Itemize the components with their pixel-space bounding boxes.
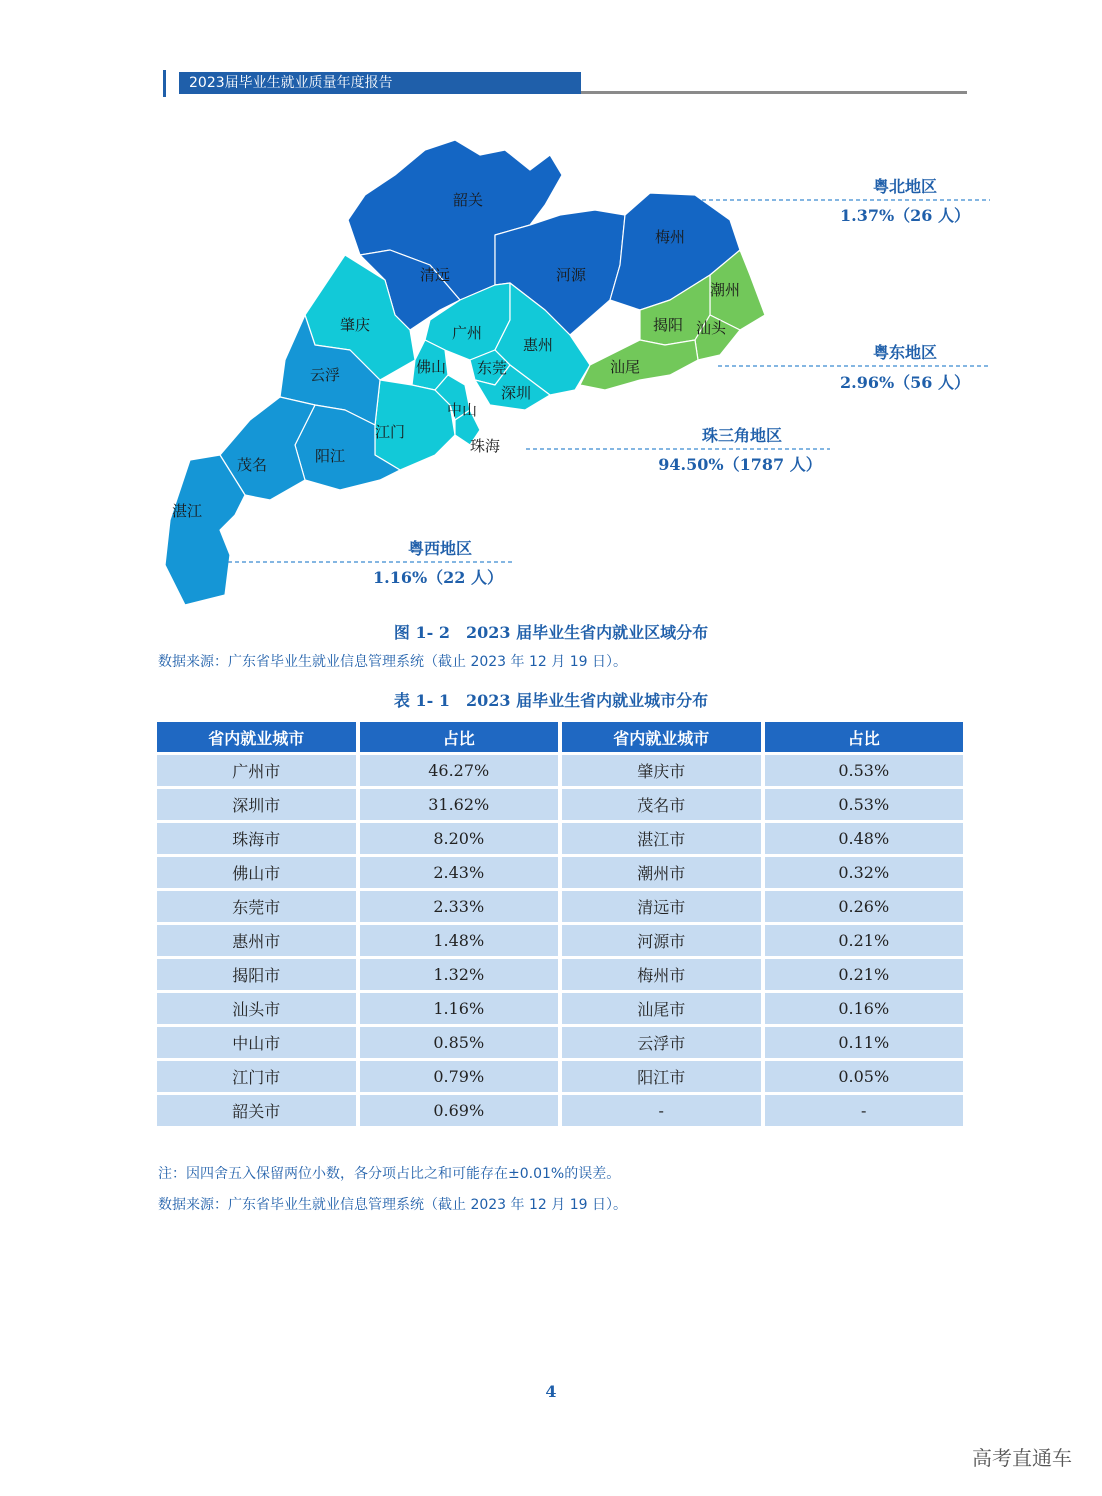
city-label-foshan: 佛山 (416, 358, 447, 376)
table-cell: 佛山市 (157, 857, 356, 888)
city-label-zhuhai: 珠海 (470, 437, 501, 455)
table-cell: 0.69% (360, 1095, 559, 1126)
table-cell: 46.27% (360, 755, 559, 786)
table-row (157, 959, 963, 990)
city-label-shantou: 汕头 (696, 319, 727, 337)
city-label-shenzhen: 深圳 (501, 384, 532, 402)
city-label-yunfu: 云浮 (310, 366, 341, 384)
table-cell: 河源市 (562, 925, 761, 956)
table-cell: 1.48% (360, 925, 559, 956)
region-distribution-map (150, 135, 1000, 615)
table-cell: - (562, 1095, 761, 1126)
table-cell: 0.16% (765, 993, 964, 1024)
table-cell: 珠海市 (157, 823, 356, 854)
table-cell: - (765, 1095, 964, 1126)
table-cell: 1.32% (360, 959, 559, 990)
table-cell: 2.33% (360, 891, 559, 922)
table-cell: 深圳市 (157, 789, 356, 820)
region-east-name: 粤东地区 (872, 343, 938, 362)
table-cell: 0.32% (765, 857, 964, 888)
table-cell: 0.48% (765, 823, 964, 854)
city-label-maoming: 茂名 (237, 456, 268, 474)
table-cell: 0.26% (765, 891, 964, 922)
city-distribution-table (153, 719, 967, 1129)
table-cell: 汕头市 (157, 993, 356, 1024)
table-caption: 表 1- 1 2023 届毕业生省内就业城市分布 (393, 691, 709, 710)
table-cell: 31.62% (360, 789, 559, 820)
table-cell: 湛江市 (562, 823, 761, 854)
region-prd-value: 94.50%（1787 人） (658, 455, 822, 474)
table-row (157, 1061, 963, 1092)
table-cell: 云浮市 (562, 1027, 761, 1058)
header-accent-bar (163, 70, 166, 97)
region-north-name: 粤北地区 (872, 177, 938, 196)
table-cell: 8.20% (360, 823, 559, 854)
table-cell: 韶关市 (157, 1095, 356, 1126)
city-label-chaozhou: 潮州 (710, 281, 741, 299)
header-share-1: 占比 (360, 722, 559, 752)
table-row (157, 755, 963, 786)
city-label-yangjiang: 阳江 (315, 447, 346, 465)
page-number: 4 (545, 1382, 557, 1401)
table-row (157, 891, 963, 922)
region-east-value: 2.96%（56 人） (839, 373, 971, 392)
table-cell: 0.05% (765, 1061, 964, 1092)
city-label-jiangmen: 江门 (375, 423, 406, 441)
table-cell: 0.53% (765, 789, 964, 820)
table-cell: 0.11% (765, 1027, 964, 1058)
region-west-name: 粤西地区 (407, 539, 473, 558)
city-label-meizhou: 梅州 (655, 228, 686, 246)
table-cell: 2.43% (360, 857, 559, 888)
header-city-1: 省内就业城市 (157, 722, 356, 752)
table-row (157, 1027, 963, 1058)
table-cell: 0.79% (360, 1061, 559, 1092)
city-label-zhongshan: 中山 (447, 401, 478, 419)
report-title: 2023届毕业生就业质量年度报告 (179, 72, 581, 94)
table-cell: 梅州市 (562, 959, 761, 990)
table-cell: 惠州市 (157, 925, 356, 956)
table-row (157, 823, 963, 854)
city-label-shanwei: 汕尾 (610, 358, 641, 376)
table-row (157, 857, 963, 888)
rounding-note: 注：因四舍五入保留两位小数，各分项占比之和可能存在±0.01%的误差。 (158, 1166, 621, 1182)
table-cell: 肇庆市 (562, 755, 761, 786)
city-label-dongguan: 东莞 (477, 359, 508, 377)
report-header (163, 68, 967, 98)
table-cell: 1.16% (360, 993, 559, 1024)
city-label-heyuan: 河源 (556, 266, 587, 284)
figure-source: 数据来源：广东省毕业生就业信息管理系统（截止 2023 年 12 月 19 日）。 (158, 654, 627, 670)
city-label-zhanjiang: 湛江 (172, 502, 203, 520)
guangdong-map-svg (150, 135, 1000, 615)
city-label-zhaoqing: 肇庆 (340, 316, 371, 334)
region-north-value: 1.37%（26 人） (839, 206, 971, 225)
city-label-guangzhou: 广州 (452, 324, 483, 342)
table-cell: 0.53% (765, 755, 964, 786)
table-cell: 中山市 (157, 1027, 356, 1058)
watermark-text: 高考直通车 (972, 1446, 1072, 1470)
table-cell: 0.21% (765, 959, 964, 990)
table-row (157, 1095, 963, 1126)
city-label-qingyuan: 清远 (420, 266, 451, 284)
table-source: 数据来源：广东省毕业生就业信息管理系统（截止 2023 年 12 月 19 日）。 (158, 1197, 627, 1213)
city-label-jieyang: 揭阳 (653, 316, 684, 334)
table-row (157, 993, 963, 1024)
table-header-row (157, 722, 963, 752)
header-divider (581, 91, 967, 94)
header-city-2: 省内就业城市 (562, 722, 761, 752)
table-cell: 茂名市 (562, 789, 761, 820)
header-share-2: 占比 (765, 722, 964, 752)
table-cell: 揭阳市 (157, 959, 356, 990)
table-row (157, 789, 963, 820)
region-west-value: 1.16%（22 人） (372, 568, 504, 587)
map-area-zhanjiang (165, 455, 245, 605)
table-cell: 0.85% (360, 1027, 559, 1058)
table-cell: 汕尾市 (562, 993, 761, 1024)
table-cell: 清远市 (562, 891, 761, 922)
table-cell: 广州市 (157, 755, 356, 786)
table-cell: 江门市 (157, 1061, 356, 1092)
figure-caption: 图 1- 2 2023 届毕业生省内就业区域分布 (393, 623, 709, 642)
table-row (157, 925, 963, 956)
region-prd-name: 珠三角地区 (701, 426, 783, 445)
table-cell: 潮州市 (562, 857, 761, 888)
table-cell: 东莞市 (157, 891, 356, 922)
table-cell: 0.21% (765, 925, 964, 956)
table-cell: 阳江市 (562, 1061, 761, 1092)
city-label-huizhou: 惠州 (523, 336, 554, 354)
city-label-shaoguan: 韶关 (453, 191, 484, 209)
